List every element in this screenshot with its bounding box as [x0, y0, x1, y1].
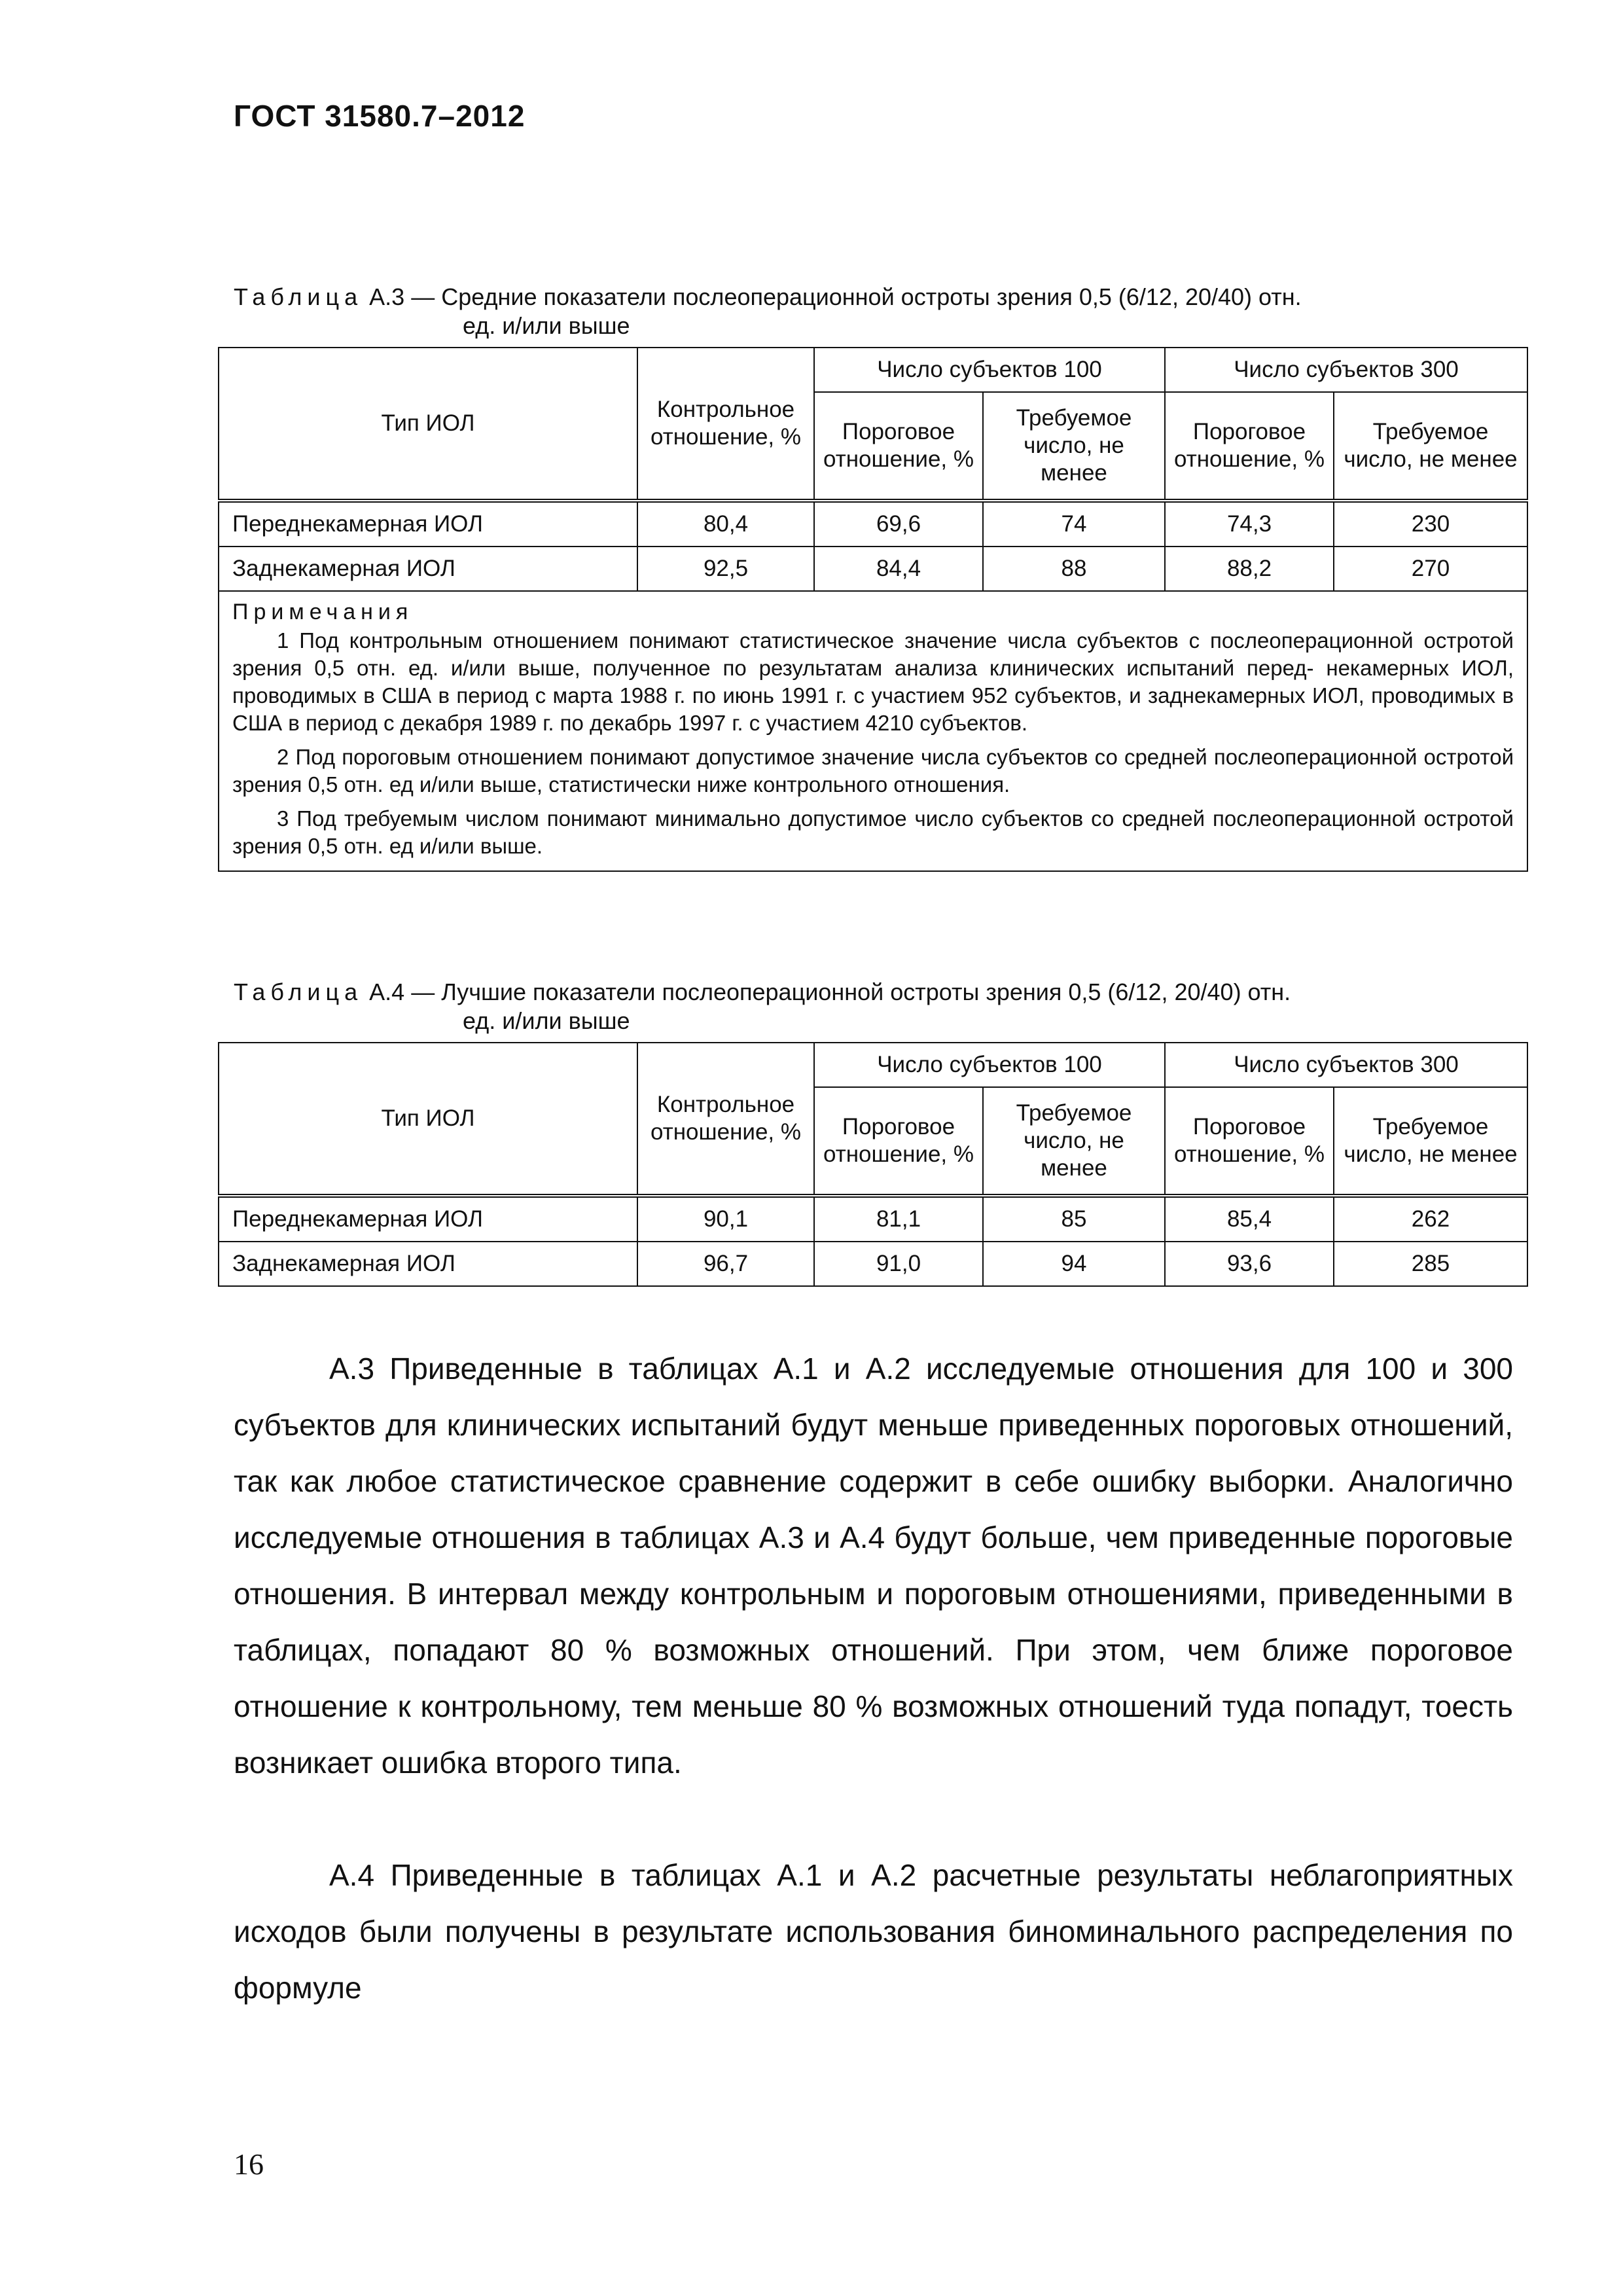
cell-type: Заднекамерная ИОЛ — [219, 1242, 637, 1286]
table-a4-caption — [234, 978, 1510, 1035]
table-a3-caption — [234, 283, 1510, 340]
notes-title: Примечания — [232, 600, 414, 624]
cell-threshold-300: 88,2 — [1165, 547, 1334, 591]
page-number: 16 — [234, 2147, 264, 2181]
cell-type: Переднекамерная ИОЛ — [219, 501, 637, 547]
table-a3-caption-lead: Таблица — [234, 283, 363, 310]
cell-threshold-100: 81,1 — [814, 1196, 983, 1242]
cell-type: Заднекамерная ИОЛ — [219, 547, 637, 591]
header-required-300: Требуемое число, не менее — [1334, 392, 1527, 501]
cell-threshold-100: 91,0 — [814, 1242, 983, 1286]
note-2: 2 Под пороговым отношением понимают допустимое значение числа субъектов со средней послеоперационной остротой зрения 0,5 отн. ед и/или выше, статистически ниже контрольного отношения. — [232, 745, 1514, 797]
header-group-300: Число субъектов 300 — [1165, 348, 1527, 392]
table-a4-caption-lead: Таблица — [234, 978, 363, 1005]
table-row — [219, 1196, 1527, 1242]
header-threshold-100: Пороговое отношение, % — [814, 1087, 983, 1196]
header-threshold-100: Пороговое отношение, % — [814, 392, 983, 501]
table-a3-caption-text: А.3 — Средние показатели послеоперационной остроты зрения 0,5 (6/12, 20/40) отн. — [369, 283, 1302, 310]
header-group-300: Число субъектов 300 — [1165, 1043, 1527, 1087]
cell-threshold-300: 74,3 — [1165, 501, 1334, 547]
table-row — [219, 547, 1527, 591]
cell-control: 80,4 — [637, 501, 814, 547]
cell-required-300: 230 — [1334, 501, 1527, 547]
table-a4-caption-text: А.4 — Лучшие показатели послеоперационной остроты зрения 0,5 (6/12, 20/40) отн. — [369, 978, 1291, 1005]
header-required-100: Требуемое число, не менее — [983, 1087, 1165, 1196]
header-type: Тип ИОЛ — [219, 348, 637, 501]
table-a4-caption-line2: ед. и/или выше — [463, 1007, 630, 1034]
standard-header: ГОСТ 31580.7–2012 — [234, 99, 526, 133]
cell-required-100: 88 — [983, 547, 1165, 591]
cell-required-300: 285 — [1334, 1242, 1527, 1286]
header-required-100: Требуемое число, не менее — [983, 392, 1165, 501]
header-group-100: Число субъектов 100 — [814, 1043, 1165, 1087]
paragraph-a4: А.4 Приведенные в таблицах А.1 и А.2 расчетные результаты неблагоприятных исходов были получены в результате использования биноминального распределения по формуле — [234, 1858, 1513, 2005]
paragraph-a3: А.3 Приведенные в таблицах А.1 и А.2 исследуемые отношения для 100 и 300 субъектов для клинических испытаний будут меньше приведенных пороговых отношений, так как любое статистическое сравнение содержит в себе ошибку выборки. Аналогично исследуемые отношения в таблицах А.3 и А.4 будут больше, чем приведенные пороговые отношения. В интервал между контрольным и пороговым отношениями, приведенными в таблицах, попадают 80 % возможных отношений. При этом, чем ближе пороговое отношение к контрольному, тем меньше 80 % возможных отношений туда попадут, тоесть возникает ошибка второго типа. — [234, 1352, 1513, 1780]
table-a4 — [218, 1042, 1528, 1287]
cell-threshold-100: 69,6 — [814, 501, 983, 547]
cell-threshold-100: 84,4 — [814, 547, 983, 591]
table-row — [219, 501, 1527, 547]
notes-row — [219, 591, 1527, 871]
cell-control: 92,5 — [637, 547, 814, 591]
header-required-300: Требуемое число, не менее — [1334, 1087, 1527, 1196]
cell-control: 96,7 — [637, 1242, 814, 1286]
header-threshold-300: Пороговое отношение, % — [1165, 1087, 1334, 1196]
cell-control: 90,1 — [637, 1196, 814, 1242]
cell-required-300: 262 — [1334, 1196, 1527, 1242]
note-1: 1 Под контрольным отношением понимают статистическое значение числа субъектов с послеоперационной остротой зрения 0,5 отн. ед. и/или выше, полученное по результатам анализа клинических испытаний перед- некамерных ИОЛ, проводимых в США в период с марта 1988 г. по июнь 1991 г. с участием 952 субъектов, и заднекамерных ИОЛ, проводимых в США в период с декабря 1989 г. по декабрь 1997 г. с участием 4210 субъектов. — [232, 628, 1514, 735]
cell-threshold-300: 93,6 — [1165, 1242, 1334, 1286]
header-threshold-300: Пороговое отношение, % — [1165, 392, 1334, 501]
cell-required-300: 270 — [1334, 547, 1527, 591]
notes-cell — [219, 591, 1527, 871]
table-a3-caption-line2: ед. и/или выше — [463, 312, 630, 339]
cell-type: Переднекамерная ИОЛ — [219, 1196, 637, 1242]
cell-required-100: 94 — [983, 1242, 1165, 1286]
header-type: Тип ИОЛ — [219, 1043, 637, 1196]
cell-threshold-300: 85,4 — [1165, 1196, 1334, 1242]
table-row — [219, 1242, 1527, 1286]
header-group-100: Число субъектов 100 — [814, 348, 1165, 392]
header-control: Контрольное отношение, % — [637, 348, 814, 501]
note-3: 3 Под требуемым числом понимают минимально допустимое число субъектов со средней послеоперационной остротой зрения 0,5 отн. ед и/или выше. — [232, 806, 1514, 858]
cell-required-100: 74 — [983, 501, 1165, 547]
table-a3 — [218, 347, 1528, 872]
header-control: Контрольное отношение, % — [637, 1043, 814, 1196]
cell-required-100: 85 — [983, 1196, 1165, 1242]
